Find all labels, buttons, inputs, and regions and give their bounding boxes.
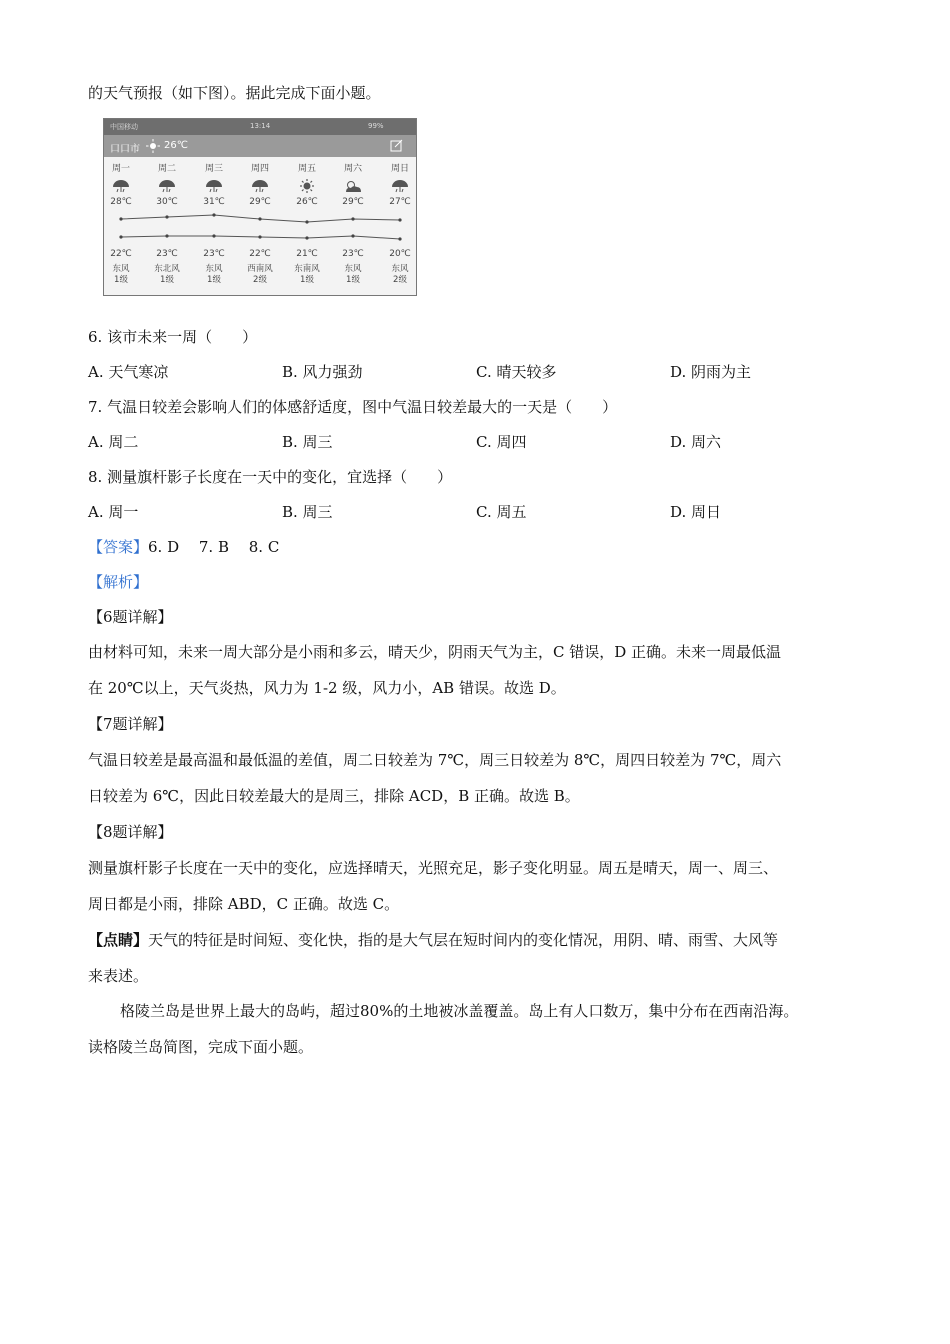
high-point bbox=[119, 217, 122, 220]
intro-text: 的天气预报（如下图）。据此完成下面小题。 bbox=[88, 84, 381, 102]
wind-direction: 东风 bbox=[391, 264, 409, 274]
high-point bbox=[398, 218, 401, 221]
detail-7-text: 气温日较差是最高温和最低温的差值，周二日较差为 7℃，周三日较差为 8℃，周四日较差为 7℃，周六 bbox=[88, 751, 782, 769]
battery-level: 99% bbox=[368, 122, 384, 130]
wind-level: 2级 bbox=[253, 275, 267, 285]
next-passage: 格陵兰岛是世界上最大的岛屿，超过80%的土地被冰盖覆盖。岛上有人口数万，集中分布在西南沿海。 bbox=[120, 1002, 799, 1020]
low-temp: 22℃ bbox=[110, 249, 132, 259]
low-point bbox=[212, 234, 215, 237]
question-6-options bbox=[88, 361, 848, 383]
answer-label: 【答案】 bbox=[88, 538, 149, 556]
wind-level: 1级 bbox=[207, 275, 221, 285]
wind-info bbox=[378, 264, 422, 286]
carrier: 中国移动 bbox=[110, 123, 138, 131]
question-8-options bbox=[88, 501, 848, 523]
option-c: C. 周五 bbox=[476, 503, 527, 521]
wind-direction: 东南风 bbox=[294, 264, 320, 274]
wind-direction: 东风 bbox=[112, 264, 130, 274]
low-point bbox=[305, 236, 308, 239]
low-temp: 20℃ bbox=[389, 249, 411, 259]
detail-8-text: 周日都是小雨，排除 ABD，C 正确。故选 C。 bbox=[88, 895, 400, 913]
day-name: 周五 bbox=[297, 164, 316, 174]
high-point bbox=[305, 220, 308, 223]
day-name: 周三 bbox=[204, 164, 223, 174]
option-d: D. 周日 bbox=[670, 503, 722, 521]
wind-info bbox=[238, 264, 282, 286]
wind-info bbox=[145, 264, 189, 286]
option-b: B. 周三 bbox=[282, 503, 333, 521]
wind-info bbox=[285, 264, 329, 286]
wind-level: 2级 bbox=[393, 275, 407, 285]
tip-text: 天气的特征是时间短、变化快，指的是大气层在短时间内的变化情况，用阴、晴、雨雪、大风等 bbox=[148, 931, 779, 949]
city-name: 口口市 bbox=[110, 144, 140, 155]
low-temp: 23℃ bbox=[203, 249, 225, 259]
rain-icon bbox=[111, 179, 131, 193]
rain-icon bbox=[204, 179, 224, 193]
option-d: D. 阴雨为主 bbox=[670, 363, 752, 381]
answer-line bbox=[88, 536, 279, 557]
detail-7-text: 日较差为 6℃，因此日较差最大的是周三，排除 ACD，B 正确。故选 B。 bbox=[88, 787, 580, 805]
wind-level: 1级 bbox=[346, 275, 360, 285]
tip-text-2: 来表述。 bbox=[88, 967, 149, 985]
sun-icon bbox=[297, 179, 317, 193]
wind-direction: 东风 bbox=[205, 264, 223, 274]
clock: 13:14 bbox=[250, 122, 271, 130]
high-point bbox=[165, 215, 168, 218]
tip-label: 【点睛】 bbox=[88, 931, 149, 949]
wind-level: 1级 bbox=[300, 275, 314, 285]
rain-icon bbox=[250, 179, 270, 193]
rain-icon bbox=[390, 179, 410, 193]
question-6: 6. 该市未来一周（ ） bbox=[88, 328, 258, 346]
day-name: 周二 bbox=[157, 164, 176, 174]
analysis-label: 【解析】 bbox=[88, 573, 149, 591]
current-temp: 26℃ bbox=[164, 140, 188, 151]
detail-6-text: 由材料可知，未来一周大部分是小雨和多云，晴天少，阴雨天气为主，C 错误，D 正确。未来一周最低温 bbox=[88, 643, 782, 661]
low-point bbox=[258, 235, 261, 238]
low-temp: 21℃ bbox=[296, 249, 318, 259]
wind-level: 1级 bbox=[114, 275, 128, 285]
high-temp: 28℃ bbox=[110, 197, 132, 207]
high-point bbox=[351, 217, 354, 220]
detail-8-text: 测量旗杆影子长度在一天中的变化，应选择晴天，光照充足，影子变化明显。周五是晴天，周一、周三、 bbox=[88, 859, 779, 877]
high-temp: 29℃ bbox=[342, 197, 364, 207]
question-7-options bbox=[88, 431, 848, 453]
high-point bbox=[258, 217, 261, 220]
low-point bbox=[351, 234, 354, 237]
high-temp: 29℃ bbox=[249, 197, 271, 207]
rain-icon bbox=[157, 179, 177, 193]
wind-direction: 东风 bbox=[344, 264, 362, 274]
day-name: 周四 bbox=[250, 164, 269, 174]
option-b: B. 周三 bbox=[282, 433, 333, 451]
high-temp: 31℃ bbox=[203, 197, 225, 207]
high-temp: 30℃ bbox=[156, 197, 178, 207]
temperature-curves bbox=[104, 209, 416, 249]
low-point bbox=[119, 235, 122, 238]
edit-icon[interactable] bbox=[390, 139, 403, 152]
city-bar bbox=[104, 135, 416, 157]
wind-direction: 西南风 bbox=[247, 264, 273, 274]
detail-7-label: 【7题详解】 bbox=[88, 715, 173, 733]
option-a: A. 周二 bbox=[88, 433, 139, 451]
low-point bbox=[398, 237, 401, 240]
high-point bbox=[212, 213, 215, 216]
option-d: D. 周六 bbox=[670, 433, 722, 451]
detail-8-label: 【8题详解】 bbox=[88, 823, 173, 841]
tip-line bbox=[88, 929, 778, 950]
option-a: A. 周一 bbox=[88, 503, 139, 521]
wind-info bbox=[99, 264, 143, 286]
detail-6-label: 【6题详解】 bbox=[88, 608, 173, 626]
high-temp: 26℃ bbox=[296, 197, 318, 207]
option-c: C. 晴天较多 bbox=[476, 363, 557, 381]
answer-text: 6. D 7. B 8. C bbox=[148, 538, 280, 556]
day-name: 周日 bbox=[390, 164, 409, 174]
option-a: A. 天气寒凉 bbox=[88, 363, 169, 381]
question-7: 7. 气温日较差会影响人们的体感舒适度，图中气温日较差最大的一天是（ ） bbox=[88, 398, 618, 416]
wind-direction: 东北风 bbox=[154, 264, 180, 274]
sun-icon bbox=[146, 139, 160, 153]
next-passage-2: 读格陵兰岛简图，完成下面小题。 bbox=[88, 1038, 314, 1056]
high-temp: 27℃ bbox=[389, 197, 411, 207]
option-c: C. 周四 bbox=[476, 433, 527, 451]
status-bar bbox=[104, 119, 416, 135]
wind-info bbox=[331, 264, 375, 286]
question-8: 8. 测量旗杆影子长度在一天中的变化，宜选择（ ） bbox=[88, 468, 453, 486]
low-temp: 23℃ bbox=[156, 249, 178, 259]
day-name: 周一 bbox=[111, 164, 130, 174]
day-name: 周六 bbox=[343, 164, 362, 174]
wind-level: 1级 bbox=[160, 275, 174, 285]
weather-forecast-figure bbox=[103, 118, 417, 296]
low-temp: 22℃ bbox=[249, 249, 271, 259]
wind-info bbox=[192, 264, 236, 286]
low-point bbox=[165, 234, 168, 237]
detail-6-text: 在 20℃以上，天气炎热，风力为 1-2 级，风力小，AB 错误。故选 D。 bbox=[88, 679, 566, 697]
cloudy-icon bbox=[343, 179, 363, 193]
low-temp: 23℃ bbox=[342, 249, 364, 259]
option-b: B. 风力强劲 bbox=[282, 363, 363, 381]
